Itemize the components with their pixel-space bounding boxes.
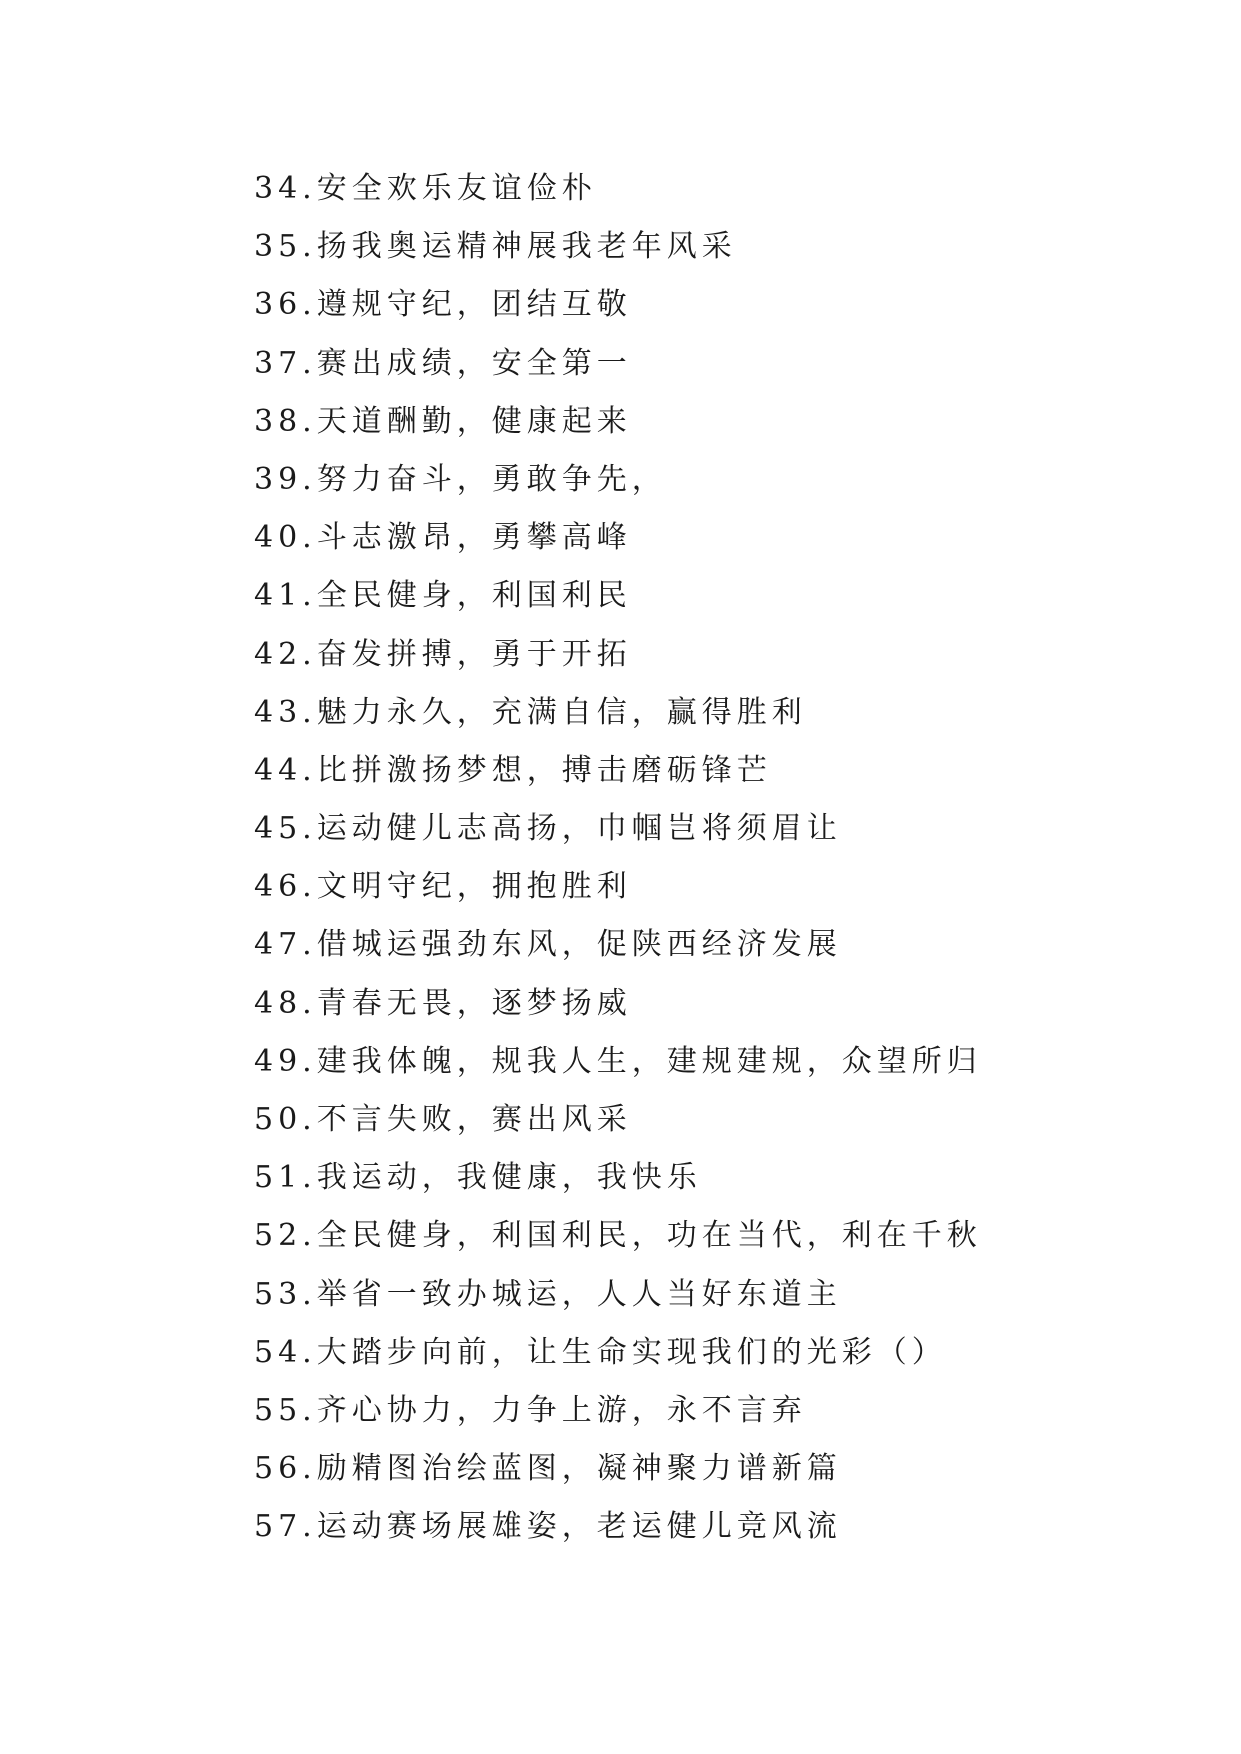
list-item: 46.文明守纪，拥抱胜利 — [254, 869, 632, 905]
list-item: 39.努力奋斗，勇敢争先， — [254, 461, 667, 497]
list-item: 49.建我体魄，规我人生，建规建规，众望所归 — [254, 1043, 982, 1079]
list-item: 54.大踏步向前，让生命实现我们的光彩（） — [254, 1334, 947, 1370]
list-item: 38.天道酬勤，健康起来 — [254, 403, 632, 439]
list-item: 40.斗志激昂，勇攀高峰 — [254, 520, 632, 556]
list-item: 50.不言失败，赛出风采 — [254, 1102, 632, 1137]
list-item: 48.青春无畏，逐梦扬威 — [254, 985, 632, 1021]
list-item: 35.扬我奥运精神展我老年风采 — [254, 229, 737, 265]
list-item: 37.赛出成绩，安全第一 — [254, 345, 632, 381]
list-item: 51.我运动，我健康，我快乐 — [254, 1160, 702, 1196]
list-item: 43.魅力永久，充满自信，赢得胜利 — [254, 694, 807, 730]
list-item: 52.全民健身，利国利民，功在当代，利在千秋 — [254, 1218, 982, 1254]
list-item: 56.励精图治绘蓝图，凝神聚力谱新篇 — [254, 1451, 842, 1487]
list-item: 47.借城运强劲东风，促陕西经济发展 — [254, 927, 842, 963]
list-item: 45.运动健儿志高扬，巾帼岂将须眉让 — [254, 811, 842, 847]
list-item: 57.运动赛场展雄姿，老运健儿竞风流 — [254, 1509, 842, 1545]
list-item: 41.全民健身，利国利民 — [254, 578, 632, 614]
list-item: 34.安全欢乐友谊俭朴 — [254, 171, 597, 206]
list-item: 42.奋发拼搏，勇于开拓 — [254, 636, 632, 672]
list-item: 44.比拼激扬梦想，搏击磨砺锋芒 — [254, 752, 772, 788]
list-item: 36.遵规守纪，团结互敬 — [254, 287, 632, 323]
list-item: 55.齐心协力，力争上游，永不言弃 — [254, 1392, 807, 1428]
slogan-list — [254, 160, 982, 1557]
list-item: 53.举省一致办城运，人人当好东道主 — [254, 1276, 842, 1312]
